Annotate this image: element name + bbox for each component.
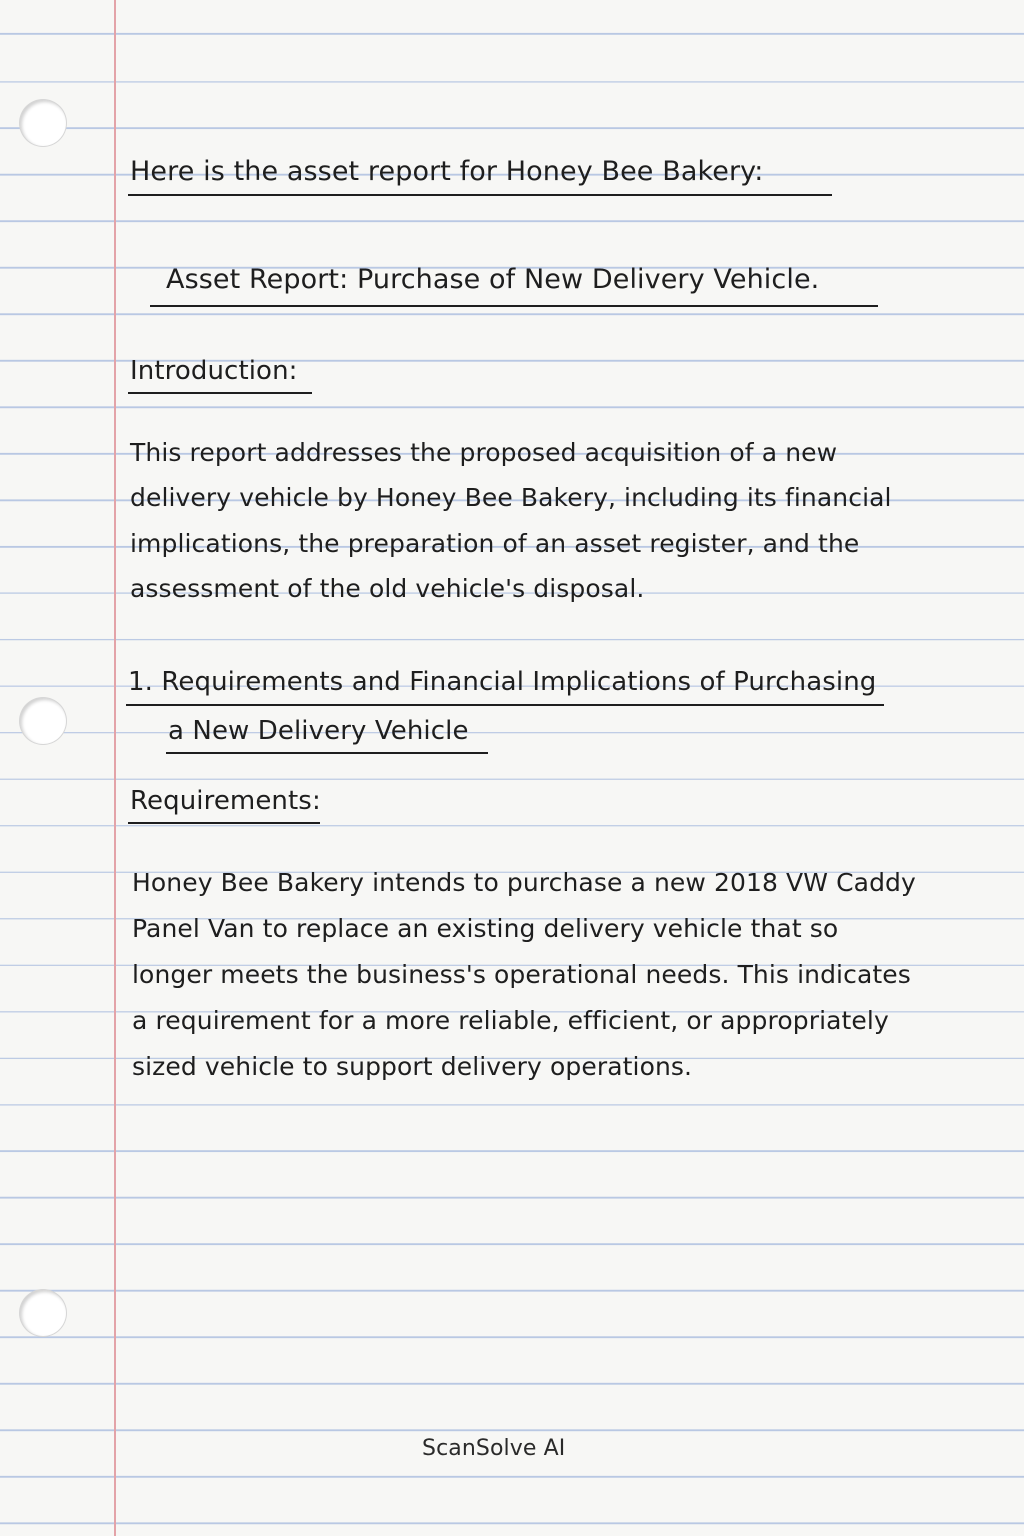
requirements-heading-underline bbox=[128, 822, 320, 824]
section1-heading-line2: a New Delivery Vehicle bbox=[168, 716, 469, 746]
footer-brand: ScanSolve AI bbox=[422, 1436, 566, 1461]
introduction-line: This report addresses the proposed acquisition of a new bbox=[130, 438, 838, 467]
margin-line bbox=[114, 0, 116, 1536]
introduction-heading-underline bbox=[128, 392, 312, 394]
punch-hole bbox=[20, 1290, 66, 1336]
introduction-line: delivery vehicle by Honey Bee Bakery, including its financial bbox=[130, 483, 892, 512]
requirements-line: longer meets the business's operational needs. This indicates bbox=[132, 960, 911, 989]
intro-heading: Here is the asset report for Honey Bee Bakery: bbox=[130, 156, 764, 187]
section1-heading-line1: 1. Requirements and Financial Implications of Purchasing bbox=[128, 667, 877, 697]
introduction-line: implications, the preparation of an asset register, and the bbox=[130, 529, 860, 558]
introduction-heading: Introduction: bbox=[130, 356, 298, 386]
report-title: Asset Report: Purchase of New Delivery Vehicle. bbox=[166, 264, 820, 295]
requirements-line: a requirement for a more reliable, efficient, or appropriately bbox=[132, 1006, 889, 1035]
requirements-heading: Requirements: bbox=[130, 786, 321, 816]
introduction-line: assessment of the old vehicle's disposal. bbox=[130, 574, 645, 603]
requirements-line: Panel Van to replace an existing delivery vehicle that so bbox=[132, 914, 839, 943]
section1-heading-underline bbox=[126, 704, 884, 706]
report-title-underline bbox=[150, 305, 878, 307]
section1-heading-underline bbox=[166, 752, 488, 754]
requirements-line: sized vehicle to support delivery operations. bbox=[132, 1052, 693, 1081]
punch-hole bbox=[20, 100, 66, 146]
punch-hole bbox=[20, 698, 66, 744]
requirements-line: Honey Bee Bakery intends to purchase a new 2018 VW Caddy bbox=[132, 868, 916, 897]
intro-heading-underline bbox=[128, 194, 832, 196]
